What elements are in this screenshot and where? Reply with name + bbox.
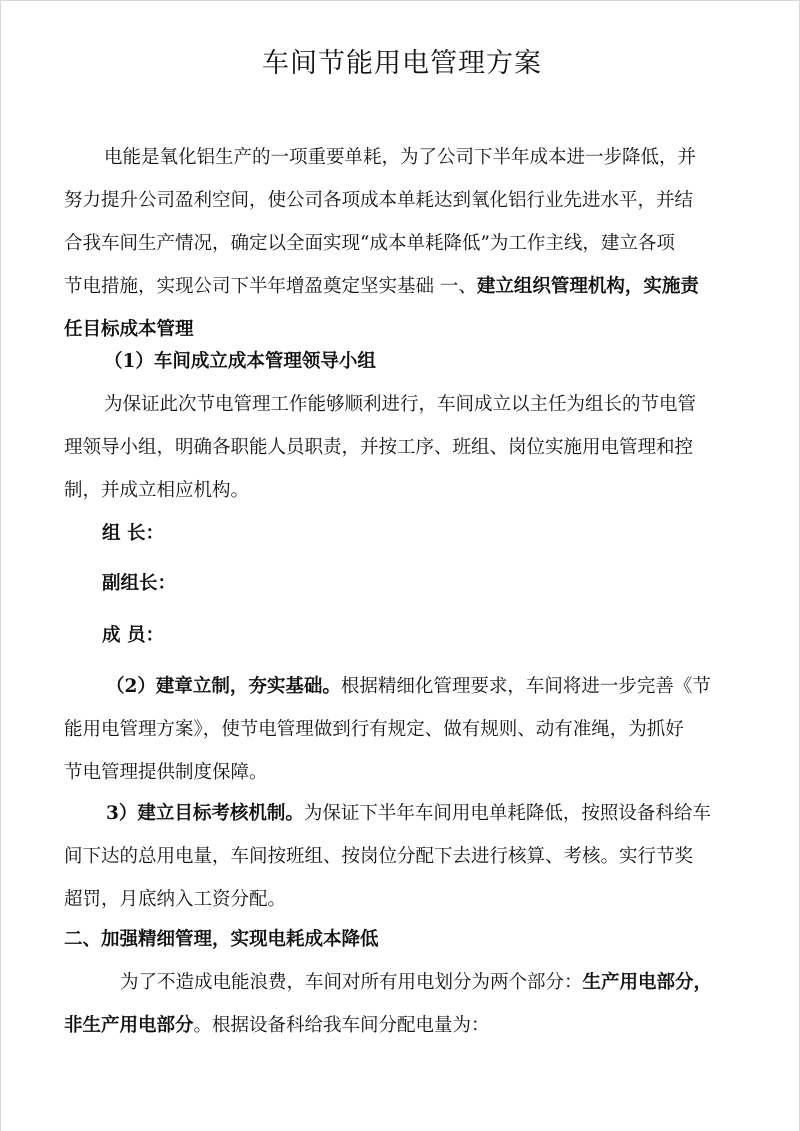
subsection-1-line-2: 理领导小组，明确各职能人员职责，并按工序、班组、岗位实施用电管理和控 (64, 437, 694, 458)
subsection-1 (64, 340, 740, 512)
page-border-left (0, 0, 1, 1131)
subsection-3-line-3: 超罚，月底纳入工资分配。 (64, 889, 287, 910)
role-members: 成 员： (102, 625, 164, 646)
intro-line-1: 电能是氧化铝生产的一项重要单耗，为了公司下半年成本进一步降低，并 (104, 147, 697, 168)
section-2-heading: 二、加强精细管理，实现电耗成本降低 (64, 929, 379, 950)
subsection-3-line-1-text: 为保证下半年车间用电单耗降低，按照设备科给车 (303, 803, 711, 824)
non-production-power-label: 非生产用电部分 (64, 1015, 194, 1036)
subsection-2-heading: （2）建章立制，夯实基础。 (106, 676, 341, 697)
subsection-3 (64, 792, 740, 921)
subsection-1-line-1: 为保证此次节电管理工作能够顺利进行，车间成立以主任为组长的节电管 (104, 394, 697, 415)
subsection-2 (64, 665, 740, 794)
role-deputy: 副组长： (102, 573, 177, 594)
intro-paragraph (64, 136, 740, 351)
subsection-3-heading: 3）建立目标考核机制。 (106, 803, 304, 824)
role-leader: 组 长： (102, 523, 164, 544)
section-2-line-2-text: 。根据设备科给我车间分配电量为： (193, 1015, 490, 1036)
section-2-line-2 (64, 1004, 740, 1047)
subsection-2-line-1-text: 根据精细化管理要求，车间将进一步完善《节 (340, 676, 711, 697)
intro-line-3: 合我车间生产情况，确定以全面实现“成本单耗降低”为工作主线，建立各项 (64, 233, 675, 254)
intro-line-4 (64, 265, 740, 308)
subsection-1-heading: （1）车间成立成本管理领导小组 (104, 351, 376, 372)
page-border-top (0, 0, 800, 1)
subsection-3-line-2: 间下达的总用电量，车间按班组、按岗位分配下去进行核算、考核。实行节奖 (64, 846, 694, 867)
subsection-3-line-1 (64, 792, 740, 835)
section1-heading-part2: 任目标成本管理 (64, 319, 194, 340)
intro-line-2: 努力提升公司盈利空间，使公司各项成本单耗达到氧化铝行业先进水平，并结 (64, 190, 694, 211)
intro-line-4-text: 节电措施，实现公司下半年增盈奠定坚实基础 一、 (64, 276, 477, 297)
section1-heading-part1: 建立组织管理机构，实施责 (476, 276, 699, 297)
subsection-2-line-3: 节电管理提供制度保障。 (64, 762, 268, 783)
subsection-2-line-2: 能用电管理方案》，使节电管理做到行有规定、做有规则、动有准绳，为抓好 (64, 719, 684, 740)
section-2 (64, 918, 740, 1047)
subsection-1-line-3: 制，并成立相应机构。 (64, 480, 250, 501)
section-2-line-1 (64, 961, 740, 1004)
subsection-2-line-1 (64, 665, 740, 708)
document-title: 车间节能用电管理方案 (262, 48, 542, 79)
production-power-label: 生产用电部分， (582, 972, 713, 993)
section-2-line-1-text: 为了不造成电能浪费，车间对所有用电划分为两个部分： (120, 972, 583, 993)
